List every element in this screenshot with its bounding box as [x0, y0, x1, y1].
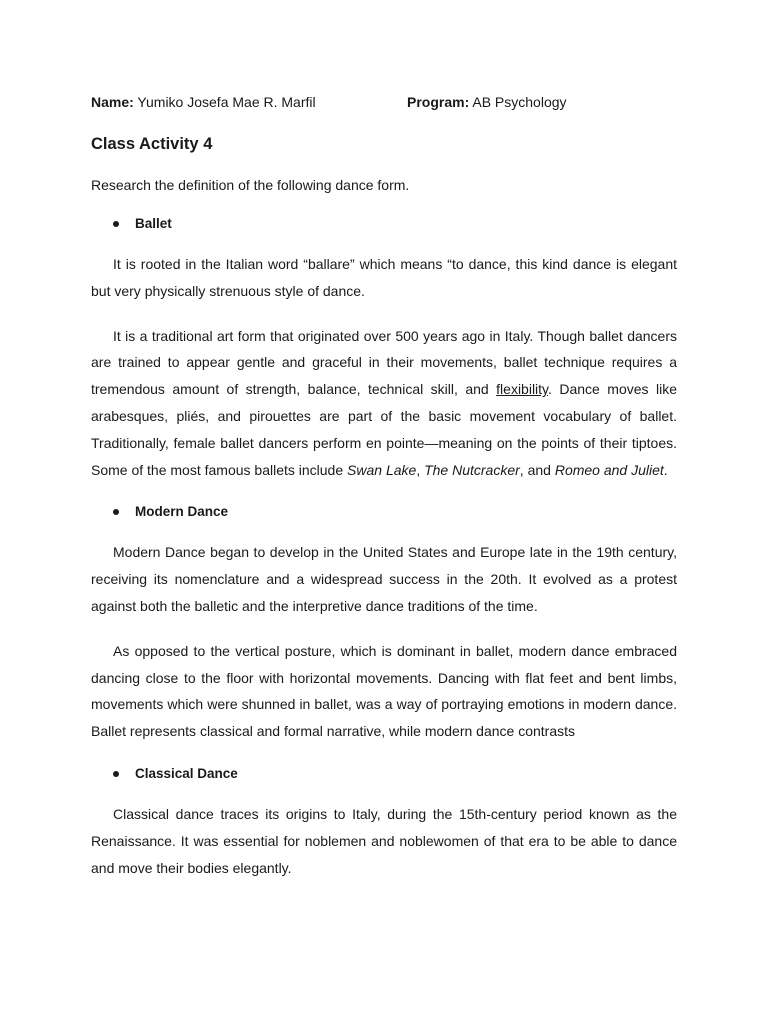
paragraph: As opposed to the vertical posture, which is dominant in ballet, modern dance embraced dancing close to the floor with horizontal movements. Dancing with flat feet and bent limbs, movements which were shunned in ballet, was a way of portraying emotions in modern dance. Ballet represents classical and formal narrative, while modern dance contrasts — [91, 642, 677, 740]
name-value: Yumiko Josefa Mae R. Marfil — [133, 94, 316, 110]
paragraph-text: , and — [519, 461, 555, 478]
page-title: Class Activity 4 — [91, 135, 213, 153]
paragraph-text: , — [416, 461, 425, 478]
bullet-icon — [113, 509, 119, 515]
bullet-icon — [113, 771, 119, 777]
paragraph — [91, 323, 677, 484]
section-heading-modern-dance — [91, 502, 677, 522]
header-line — [91, 92, 677, 112]
program-label: Program: — [407, 94, 470, 110]
bullet-icon — [113, 221, 119, 227]
intro-text: Research the definition of the following dance form. — [91, 177, 410, 193]
name-label: Name: — [91, 94, 134, 110]
paragraph: Modern Dance began to develop in the United States and Europe late in the 19th century, receiving its nomenclature and a widespread success in the 20th. It evolved as a protest against both the balletic and the interpretive dance traditions of the time. — [91, 544, 677, 614]
italic-title: Romeo and Juliet — [554, 461, 664, 478]
student-name — [91, 92, 316, 112]
section-heading-label: Classical Dance — [135, 765, 238, 781]
section-heading-label: Ballet — [135, 216, 172, 231]
paragraph-text: . — [663, 461, 668, 478]
italic-title: Swan Lake — [347, 461, 417, 478]
student-program — [407, 92, 567, 112]
link-flexibility[interactable]: flexibility — [496, 381, 549, 398]
paragraph: Classical dance traces its origins to Italy, during the 15th-century period known as the Renaissance. It was essential for noblemen and noblewomen of that era to be able to dance and move their bodies elegantly. — [91, 805, 677, 876]
document-body — [91, 92, 677, 895]
section-heading-label: Modern Dance — [135, 504, 229, 520]
paragraph: It is rooted in the Italian word “ballare” which means “to dance, this kind dance is elegant but very physically strenuous style of dance. — [91, 256, 677, 299]
program-value: AB Psychology — [469, 94, 567, 110]
italic-title: The Nutcracker — [424, 461, 520, 478]
paragraph-text: It is a traditional art form that originated over 500 years ago in Italy. Though ballet dancers are trained to appear gentle and graceful in their movements, ballet technique requires a tremendous amount of strength, balance, technical skill, and — [91, 327, 677, 398]
section-heading-ballet — [91, 214, 677, 234]
section-heading-classical-dance — [91, 764, 677, 784]
paragraph-text: . Dance moves like arabesques, pliés, and pirouettes are part of the basic movement vocabulary of ballet. Traditionally, female ballet dancers perform en pointe—meaning on the points of their tiptoes. Some of the most famous ballets include — [91, 381, 677, 478]
